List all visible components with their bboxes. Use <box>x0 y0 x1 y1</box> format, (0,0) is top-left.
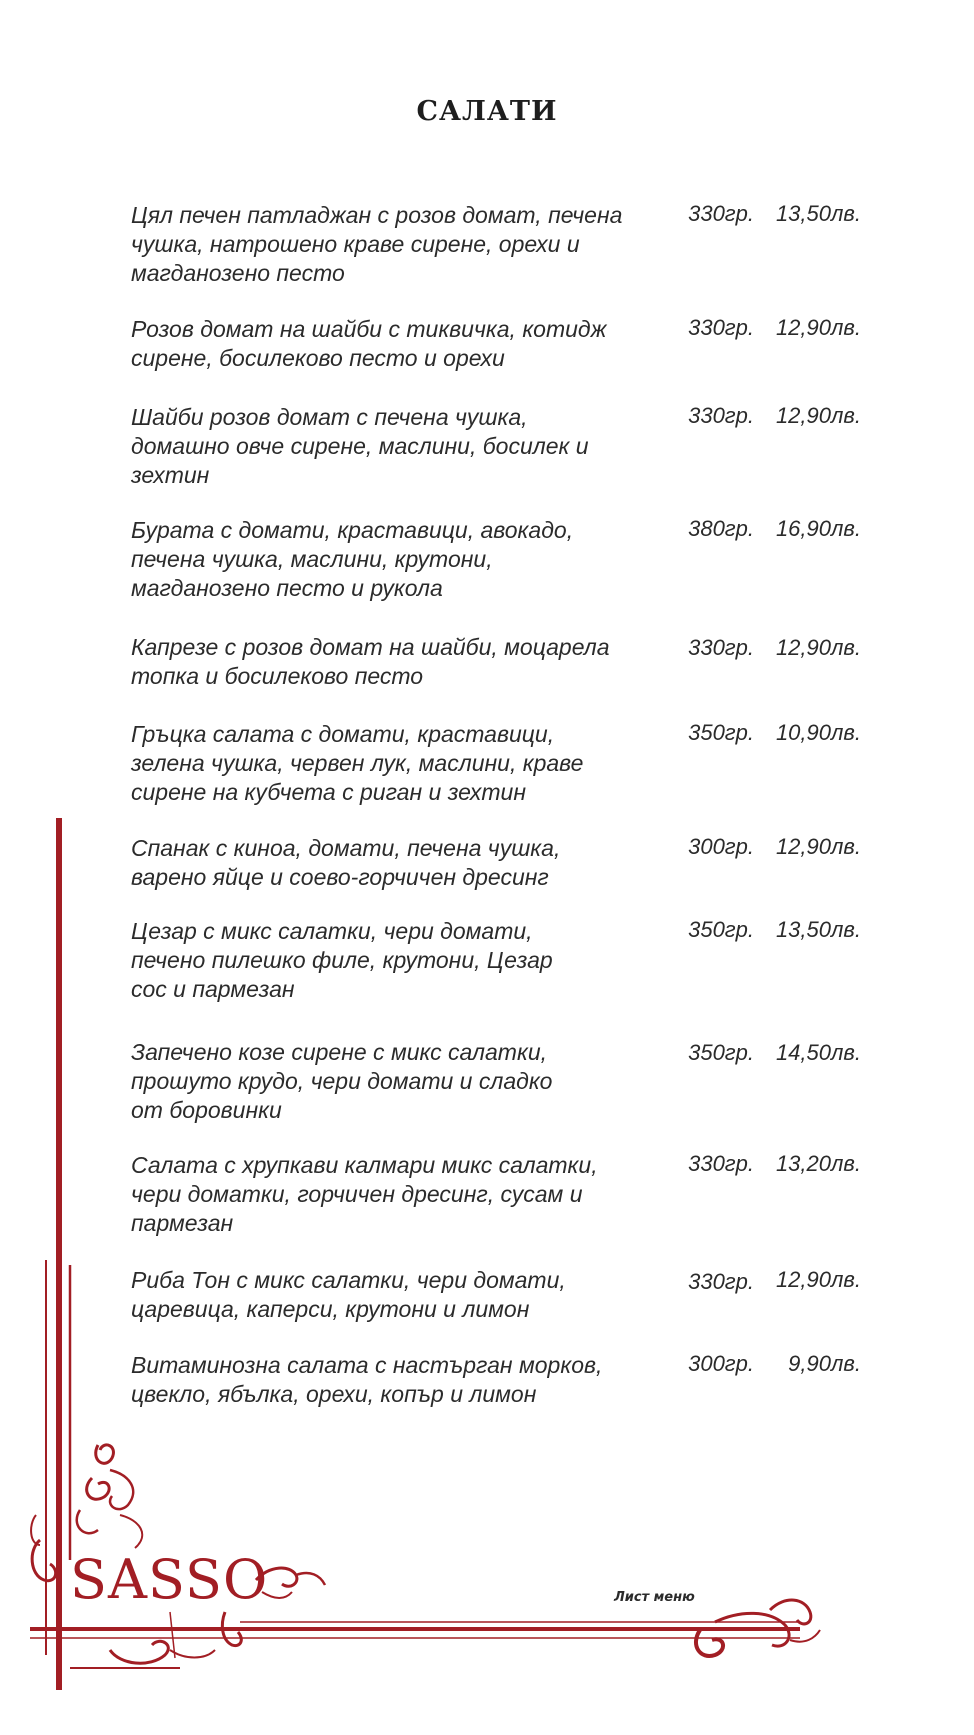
item-weight: 350гр. <box>688 720 754 745</box>
item-weight: 300гр. <box>688 834 754 859</box>
item-weight: 350гр. <box>688 917 754 942</box>
item-price: 16,90лв. <box>775 516 861 541</box>
item-description: Цял печен патладжан с розов домат, печена чушка, натрошено краве сирене, орехи и магданозено песто <box>131 202 623 286</box>
item-price: 12,90лв. <box>775 635 861 660</box>
item-description: Запечено козе сирене с микс салатки, прошуто крудо, чери домати и сладко от боровинки <box>131 1039 553 1123</box>
item-price: 13,20лв. <box>775 1151 861 1176</box>
brand-logo: SASSO <box>70 1548 269 1611</box>
item-price: 13,50лв. <box>775 201 861 226</box>
item-description: Розов домат на шайби с тиквичка, котидж сирене, босилеково песто и орехи <box>131 316 607 371</box>
item-weight: 330гр. <box>688 201 754 226</box>
item-weight: 330гр. <box>688 1151 754 1176</box>
item-weight: 350гр. <box>688 1040 754 1065</box>
item-weight: 330гр. <box>688 403 754 428</box>
item-description: Бурата с домати, краставици, авокадо, печена чушка, маслини, крутони, магданозено песто и рукола <box>131 517 574 601</box>
item-price: 12,90лв. <box>775 1267 861 1292</box>
item-description: Капрезе с розов домат на шайби, моцарела топка и босилеково песто <box>131 634 610 689</box>
item-price: 13,50лв. <box>775 917 861 942</box>
item-weight: 330гр. <box>688 1269 754 1294</box>
item-weight: 330гр. <box>688 635 754 660</box>
page-title: САЛАТИ <box>416 96 558 127</box>
item-description: Риба Тон с микс салатки, чери домати, царевица, каперси, крутони и лимон <box>131 1267 566 1322</box>
item-price: 12,90лв. <box>775 315 861 340</box>
item-price: 12,90лв. <box>775 403 861 428</box>
item-description: Витаминозна салата с настърган морков, цвекло, ябълка, орехи, копър и лимон <box>131 1352 603 1407</box>
item-description: Цезар с микс салатки, чери домати, печено пилешко филе, крутони, Цезар сос и пармезан <box>131 918 553 1002</box>
item-description: Салата с хрупкави калмари микс салатки, чери доматки, горчичен дресинг, сусам и пармезан <box>131 1152 598 1236</box>
item-weight: 300гр. <box>688 1351 754 1376</box>
item-weight: 380гр. <box>688 516 754 541</box>
item-weight: 330гр. <box>688 315 754 340</box>
item-description: Шайби розов домат с печена чушка, домашно овче сирене, маслини, босилек и зехтин <box>131 404 589 488</box>
item-price: 9,90лв. <box>788 1351 861 1376</box>
item-price: 12,90лв. <box>775 834 861 859</box>
item-description: Гръцка салата с домати, краставици, зелена чушка, червен лук, маслини, краве сирене на кубчета с риган и зехтин <box>131 721 584 805</box>
item-price: 14,50лв. <box>775 1040 861 1065</box>
item-price: 10,90лв. <box>775 720 861 745</box>
item-description: Спанак с киноа, домати, печена чушка, варено яйце и соево-горчичен дресинг <box>131 835 561 890</box>
footer-label: Лист меню <box>614 1590 695 1605</box>
